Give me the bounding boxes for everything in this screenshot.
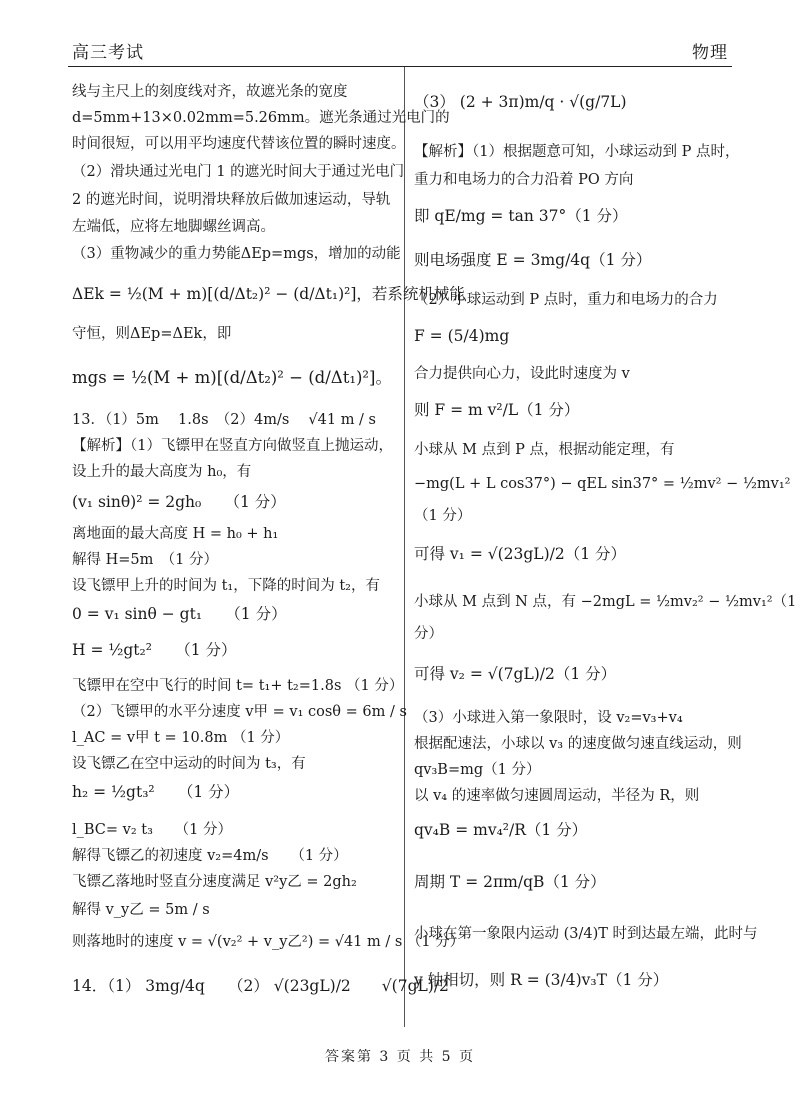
formula-line: −mg(L + L cos37°) − qEL sin37° = ½mv² − ½mv₁² (414, 476, 791, 492)
header-divider (68, 66, 732, 67)
text-line: l_BC= v₂ t₃ （1 分） (72, 822, 233, 838)
text-line: （2）小球运动到 P 点时，重力和电场力的合力 (414, 292, 718, 308)
header-subject: 物理 (692, 43, 728, 63)
column-divider (404, 67, 405, 1027)
formula-line: 则电场强度 E = 3mg/4q（1 分） (414, 251, 652, 269)
text-line: 分） (414, 626, 443, 642)
text-line: 【解析】（1）飞镖甲在竖直方向做竖直上抛运动， (72, 438, 393, 454)
text-line: （3）小球进入第一象限时，设 v₂=v₃+v₄ (414, 710, 683, 726)
text-line: 解得 H=5m （1 分） (72, 552, 218, 568)
text-line: 2 的遮光时间，说明滑块释放后做加速运动，导轨 (72, 192, 391, 208)
formula-line: H = ½gt₂² （1 分） (72, 641, 237, 659)
formula-line: mgs = ½(M + m)[(d/Δt₂)² − (d/Δt₁)²]。 (72, 368, 392, 387)
formula-line: 则落地时的速度 v = √(v₂² + v_y乙²) = √41 m / s （1 分） (72, 934, 465, 950)
formula-line: 小球从 M 点到 N 点，有 −2mgL = ½mv₂² − ½mv₁²（1 (414, 594, 797, 610)
answer-line: 13．（1）5m 1.8s （2）4m/s √41 m / s (72, 412, 376, 428)
formula-line: F = (5/4)mg (414, 327, 510, 345)
text-line: 【解析】（1）根据题意可知，小球运动到 P 点时， (414, 144, 740, 160)
text-line: （1 分） (414, 508, 472, 524)
text-line: 以 v₄ 的速率做匀速圆周运动，半径为 R，则 (414, 788, 700, 804)
text-line: 设飞镖乙在空中运动的时间为 t₃，有 (72, 756, 306, 772)
text-line: （3）重物减少的重力势能ΔEp=mgs，增加的动能 (72, 246, 401, 262)
text-line: 重力和电场力的合力沿着 PO 方向 (414, 172, 634, 188)
formula-line: 周期 T = 2πm/qB（1 分） (414, 873, 606, 891)
formula-line: ΔEk = ½(M + m)[(d/Δt₂)² − (d/Δt₁)²]，若系统机械能 (72, 285, 465, 303)
text-line: 设飞镖甲上升的时间为 t₁，下降的时间为 t₂，有 (72, 578, 380, 594)
text-line: 小球在第一象限内运动 (3/4)T 时到达最左端，此时与 (414, 926, 758, 942)
text-line: 解得 v_y乙 = 5m / s (72, 902, 210, 918)
text-line: （2）飞镖甲的水平分速度 v甲 = v₁ cosθ = 6m / s (72, 704, 407, 720)
formula-line: y 轴相切，则 R = (3/4)v₃T（1 分） (414, 971, 669, 989)
text-line: 飞镖乙落地时竖直分速度满足 v²y乙 = 2gh₂ (72, 874, 357, 890)
text-line: 离地面的最大高度 H = h₀ + h₁ (72, 526, 279, 542)
formula-line: qv₄B = mv₄²/R（1 分） (414, 821, 588, 839)
formula-line: h₂ = ½gt₃² （1 分） (72, 783, 240, 801)
answer-line: 14．（1） 3mg/4q （2） √(23gL)/2 √(7gL)/2 (72, 977, 449, 995)
text-line: d=5mm+13×0.02mm=5.26mm。遮光条通过光电门的 (72, 110, 450, 126)
text-line: 合力提供向心力，设此时速度为 v (414, 366, 630, 382)
text-line: l_AC = v甲 t = 10.8m （1 分） (72, 730, 290, 746)
text-line: qv₃B=mg（1 分） (414, 762, 541, 778)
text-line: 解得飞镖乙的初速度 v₂=4m/s （1 分） (72, 848, 348, 864)
text-line: 飞镖甲在空中飞行的时间 t= t₁+ t₂=1.8s （1 分） (72, 678, 404, 694)
formula-line: 可得 v₁ = √(23gL)/2（1 分） (414, 545, 627, 563)
text-line: 时间很短，可以用平均速度代替该位置的瞬时速度。 (72, 136, 406, 152)
answer-line: （3） (2 + 3π)m/q · √(g/7L) (414, 93, 627, 111)
text-line: 左端低，应将左地脚螺丝调高。 (72, 219, 275, 235)
text-line: 根据配速法，小球以 v₃ 的速度做匀速直线运动，则 (414, 736, 742, 752)
page-footer: 答案第 3 页 共 5 页 (324, 1049, 476, 1065)
header-subject-exam: 高三考试 (72, 43, 144, 63)
text-line: 设上升的最大高度为 h₀，有 (72, 464, 252, 480)
text-line: （2）滑块通过光电门 1 的遮光时间大于通过光电门 (72, 164, 405, 180)
formula-line: 0 = v₁ sinθ − gt₁ （1 分） (72, 605, 287, 623)
formula-line: 则 F = m v²/L（1 分） (414, 401, 580, 419)
formula-line: (v₁ sinθ)² = 2gh₀ （1 分） (72, 493, 286, 511)
text-line: 守恒，则ΔEp=ΔEk，即 (72, 326, 232, 342)
formula-line: 可得 v₂ = √(7gL)/2（1 分） (414, 665, 617, 683)
formula-line: 即 qE/mg = tan 37°（1 分） (414, 207, 628, 225)
text-line: 线与主尺上的刻度线对齐，故遮光条的宽度 (72, 84, 348, 100)
text-line: 小球从 M 点到 P 点，根据动能定理，有 (414, 442, 675, 458)
